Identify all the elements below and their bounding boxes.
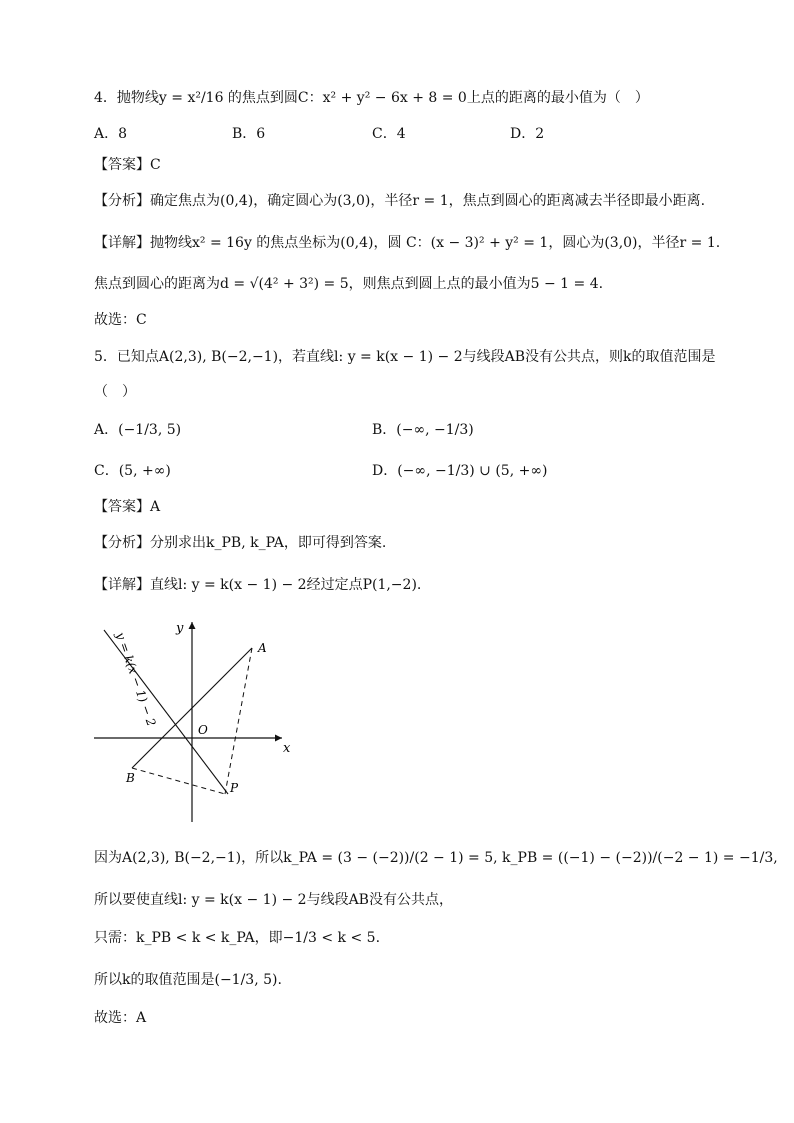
q4-detail-1: 【详解】抛物线x² = 16y 的焦点坐标为(0,4)，圆 C：(x − 3)² + y² = 1，圆心为(3,0)，半径r = 1. [94,235,721,251]
q4-detail-2: 焦点到圆心的距离为d = √(4² + 3²) = 5，则焦点到圆上点的最小值为5 − 1 = 4. [94,276,604,292]
q5-detail: 【详解】直线l: y = k(x − 1) − 2经过定点P(1,−2). [94,577,422,593]
q5-step-4: 所以k的取值范围是(−1/3, 5). [94,972,282,988]
label-b: B [126,771,135,785]
q4-option-c: C．4 [372,126,406,142]
q5-stem: 5．已知点A(2,3), B(−2,−1)，若直线l: y = k(x − 1) − 2与线段AB没有公共点，则k的取值范围是 [94,349,716,365]
q4-conclusion: 故选：C [94,312,147,328]
q5-analysis: 【分析】分别求出k_PB, k_PA，即可得到答案. [94,535,387,551]
segment-pa [225,648,252,794]
q5-stem-paren: （ ） [94,384,136,400]
label-a: A [258,641,267,655]
label-o: O [198,723,208,737]
label-y: y [176,621,184,636]
q4-answer: 【答案】C [94,157,161,173]
q4-option-a: A．8 [94,126,128,142]
label-line: y = k(x − 1) − 2 [113,630,159,729]
q5-option-a: A．(−1/3, 5) [94,422,182,438]
q5-conclusion: 故选：A [94,1010,147,1026]
label-x: x [283,741,291,756]
q5-option-c: C．(5, +∞) [94,463,171,479]
q5-option-b: B．(−∞, −1/3) [372,422,474,438]
q5-step-2: 所以要使直线l: y = k(x − 1) − 2与线段AB没有公共点， [94,892,453,908]
q5-answer: 【答案】A [94,499,161,515]
label-p: P [230,781,239,795]
q5-option-d: D．(−∞, −1/3) ∪ (5, +∞) [372,463,548,479]
q4-stem: 4．抛物线y = x²/16 的焦点到圆C：x² + y² − 6x + 8 = 0上点的距离的最小值为（ ） [94,90,649,106]
q5-figure [90,610,310,830]
q4-option-b: B．6 [232,126,266,142]
q4-analysis: 【分析】确定焦点为(0,4)，确定圆心为(3,0)，半径r = 1，焦点到圆心的距离减去半径即最小距离. [94,193,706,209]
q5-step-1: 因为A(2,3), B(−2,−1)，所以k_PA = (3 − (−2))/(2 − 1) = 5, k_PB = ((−1) − (−2))/(−2 − 1) = −1/3, [94,850,778,866]
q4-option-d: D．2 [510,126,545,142]
q5-step-3: 只需：k_PB < k < k_PA，即−1/3 < k < 5. [94,930,381,946]
